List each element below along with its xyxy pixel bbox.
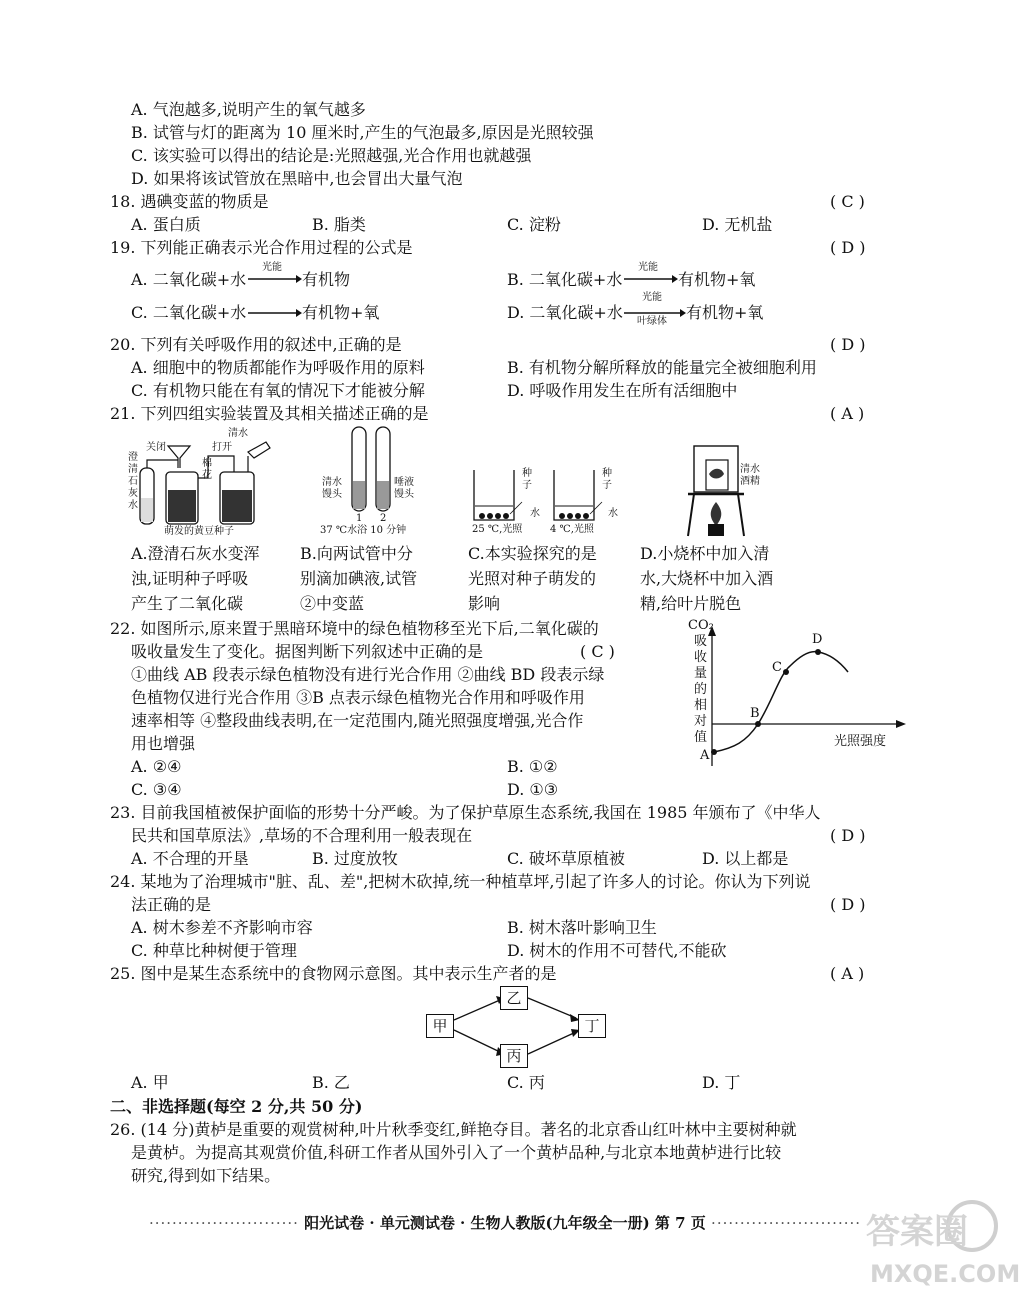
q19-stem: 19. 下列能正确表示光合作用过程的公式是 [110,238,413,257]
point-c-label: C [772,660,782,675]
q21-option-c-line1: C.本实验探究的是 [468,544,597,563]
arrow-icon [246,262,302,284]
q22-co2-graph [684,618,910,768]
q21-figure-a [128,428,278,540]
footer-text: 阳光试卷 · 单元测试卷 · 生物人教版(九年级全一册) 第 7 页 [304,1214,706,1232]
q24-answer: ( D ) [830,895,866,914]
q24-option-b: B. 树木落叶影响卫生 [507,918,657,937]
q20-stem: 20. 下列有关呼吸作用的叙述中,正确的是 [110,335,402,354]
point-a-label: A [700,748,710,763]
q25-option-d: D. 丁 [702,1073,741,1092]
footer-dots-right: ·························· [711,1214,862,1232]
node-bing: 丙 [500,1044,528,1068]
close-label: 关闭 [146,442,166,453]
water-label: 清水 [740,464,760,475]
seed-label-1: 种子 [522,468,532,491]
q22-stem-line6: 用也增强 [131,734,196,753]
q25-option-c: C. 丙 [507,1073,545,1092]
node-yi: 乙 [500,986,528,1010]
alcohol-label: 酒精 [740,476,760,487]
q19-option-b-right: 有机物+氧 [678,270,756,289]
q19-option-a-left: A. 二氧化碳+水 [131,270,247,289]
saliva-bread-label: 唾液馒头 [394,477,414,500]
q23-option-c: C. 破坏草原植被 [507,849,625,868]
q18-option-d: D. 无机盐 [702,215,773,234]
q17-option-a: A. 气泡越多,说明产生的氧气越多 [131,100,366,119]
y-axis-label: 吸 收 量 的 相 对 值 [694,634,708,745]
q26-line3: 研究,得到如下结果。 [131,1166,281,1185]
q20-answer: ( D ) [830,335,866,354]
condition-4c-label: 4 ℃,光照 [550,524,594,535]
q21-option-a-line1: A.澄清石灰水变浑 [131,544,260,563]
q22-stem-line4: 色植物仅进行光合作用 ③B 点表示绿色植物光合作用和呼吸作用 [131,688,585,707]
q22-stem-line2: 吸收量发生了变化。据图判断下列叙述中正确的是 [131,642,484,661]
plain-water-bread-label: 清水馒头 [322,477,342,500]
q18-stem: 18. 遇碘变蓝的物质是 [110,192,269,211]
q22-answer: ( C ) [580,642,615,661]
q25-answer: ( A ) [830,964,865,983]
condition-25c-label: 25 ℃,光照 [472,524,523,535]
water-label: 清水 [228,428,248,439]
q21-stem: 21. 下列四组实验装置及其相关描述正确的是 [110,404,429,423]
q21-figure-c [470,462,630,540]
q19-option-c-left: C. 二氧化碳+水 [131,303,247,322]
q21-option-d-line2: 水,大烧杯中加入酒 [640,569,774,588]
q19-answer: ( D ) [830,238,866,257]
q24-option-d: D. 树木的作用不可替代,不能砍 [507,941,727,960]
q25-option-b: B. 乙 [312,1073,350,1092]
q21-option-b-line1: B.向两试管中分 [300,544,413,563]
q17-option-c: C. 该实验可以得出的结论是:光照越强,光合作用也就越强 [131,146,532,165]
page-footer [110,1212,900,1233]
q21-figure-b [320,425,440,540]
q19-option-d-right: 有机物+氧 [686,303,764,322]
cotton-label: 棉花 [202,458,212,481]
q21-option-d-line1: D.小烧杯中加入清 [640,544,770,563]
q22-option-d: D. ①③ [507,780,559,799]
x-axis-label: 光照强度 [834,734,887,749]
q25-stem: 25. 图中是某生态系统中的食物网示意图。其中表示生产者的是 [110,964,557,983]
footer-dots-left: ·························· [148,1214,299,1232]
point-d-label: D [812,632,823,647]
q24-stem-line2: 法正确的是 [131,895,212,914]
q25-food-web [424,984,614,1072]
q20-option-c: C. 有机物只能在有氧的情况下才能被分解 [131,381,425,400]
q22-option-a: A. ②④ [131,757,182,776]
light-label: 光能 [642,292,662,303]
q21-answer: ( A ) [830,404,865,423]
q22-option-b: B. ①② [507,757,558,776]
open-label: 打开 [212,442,232,453]
q19-option-d-left: D. 二氧化碳+水 [507,303,623,322]
node-jia: 甲 [426,1014,454,1038]
q25-option-a: A. 甲 [131,1073,169,1092]
co2-unit-label: CO₂ [688,618,714,633]
q24-option-c: C. 种草比种树便于管理 [131,941,297,960]
q17-option-d: D. 如果将该试管放在黑暗中,也会冒出大量气泡 [131,169,463,188]
q21-option-a-line2: 浊,证明种子呼吸 [131,569,249,588]
tube-1-label: 1 [356,513,363,524]
q19-option-b-arrow [622,262,678,284]
q19-option-c-arrow [246,302,302,324]
q21-option-d-line3: 精,给叶片脱色 [640,594,742,613]
seeds-label: 萌发的黄豆种子 [164,526,234,537]
q21-figure-d [684,440,784,540]
q18-option-a: A. 蛋白质 [131,215,201,234]
arrow-icon [246,302,302,324]
q23-stem-line2: 民共和国草原法》,草场的不合理利用一般表现在 [131,826,473,845]
q19-option-b-left: B. 二氧化碳+水 [507,270,623,289]
q20-option-b: B. 有机物分解所释放的能量完全被细胞利用 [507,358,817,377]
q18-option-b: B. 脂类 [312,215,366,234]
q22-stem-line5: 速率相等 ④整段曲线表明,在一定范围内,随光照强度增强,光合作 [131,711,584,730]
q18-option-c: C. 淀粉 [507,215,561,234]
water-label-2: 水 [608,508,618,519]
q21-option-c-line3: 影响 [468,594,501,613]
q18-answer: ( C ) [830,192,865,211]
limewater-label: 澄清石灰水 [128,452,138,511]
q22-option-c: C. ③④ [131,780,182,799]
q22-stem-line3: ①曲线 AB 段表示绿色植物没有进行光合作用 ②曲线 BD 段表示绿 [131,665,605,684]
q24-option-a: A. 树木参差不齐影响市容 [131,918,313,937]
tube-2-label: 2 [380,513,387,524]
watermark-logo [860,1170,1020,1299]
q21-option-c-line2: 光照对种子萌发的 [468,569,597,588]
q23-option-a: A. 不合理的开垦 [131,849,249,868]
node-ding: 丁 [578,1014,606,1038]
watermark-text: 答案圈 [866,1212,968,1252]
q21-option-b-line2: 别滴加碘液,试管 [300,569,418,588]
chloroplast-label: 叶绿体 [637,316,667,327]
q20-option-d: D. 呼吸作用发生在所有活细胞中 [507,381,738,400]
section-heading: 二、非选择题(每空 2 分,共 50 分) [110,1097,363,1116]
light-label: 光能 [262,262,282,273]
q21-option-b-line3: ②中变蓝 [300,594,365,613]
water-bath-label: 37 ℃水浴 10 分钟 [320,525,407,536]
light-label: 光能 [638,262,658,273]
q19-option-c-right: 有机物+氧 [302,303,380,322]
q23-stem-line1: 23. 目前我国植被保护面临的形势十分严峻。为了保护草原生态系统,我国在 1985 年颁布了《中华人 [110,803,821,822]
seed-label-2: 种子 [602,468,612,491]
q19-option-d-arrow [622,292,686,328]
q21-option-a-line3: 产生了二氧化碳 [131,594,244,613]
q17-option-b: B. 试管与灯的距离为 10 厘米时,产生的气泡最多,原因是光照较强 [131,123,594,142]
q26-line2: 是黄栌。为提高其观赏价值,科研工作者从国外引入了一个黄栌品种,与北京本地黄栌进行比较 [131,1143,782,1162]
point-b-label: B [750,706,760,721]
q22-stem-line1: 22. 如图所示,原来置于黑暗环境中的绿色植物移至光下后,二氧化碳的 [110,619,599,638]
q23-option-d: D. 以上都是 [702,849,789,868]
q19-option-a-arrow [246,262,302,284]
q23-option-b: B. 过度放牧 [312,849,398,868]
q19-option-a-right: 有机物 [302,270,351,289]
arrow-icon [622,262,678,284]
q26-line1: 26. (14 分)黄栌是重要的观赏树种,叶片秋季变红,鲜艳夺目。著名的北京香山红叶林中主要树种就 [110,1120,797,1139]
q20-option-a: A. 细胞中的物质都能作为呼吸作用的原料 [131,358,425,377]
watermark-url: MXQE.COM [870,1260,1020,1288]
water-bath-heating-illustration [684,440,784,540]
q24-stem-line1: 24. 某地为了治理城市"脏、乱、差",把树木砍掉,统一种植草坪,引起了许多人的讨论。你认为下列说 [110,872,811,891]
water-label-1: 水 [530,508,540,519]
q23-answer: ( D ) [830,826,866,845]
